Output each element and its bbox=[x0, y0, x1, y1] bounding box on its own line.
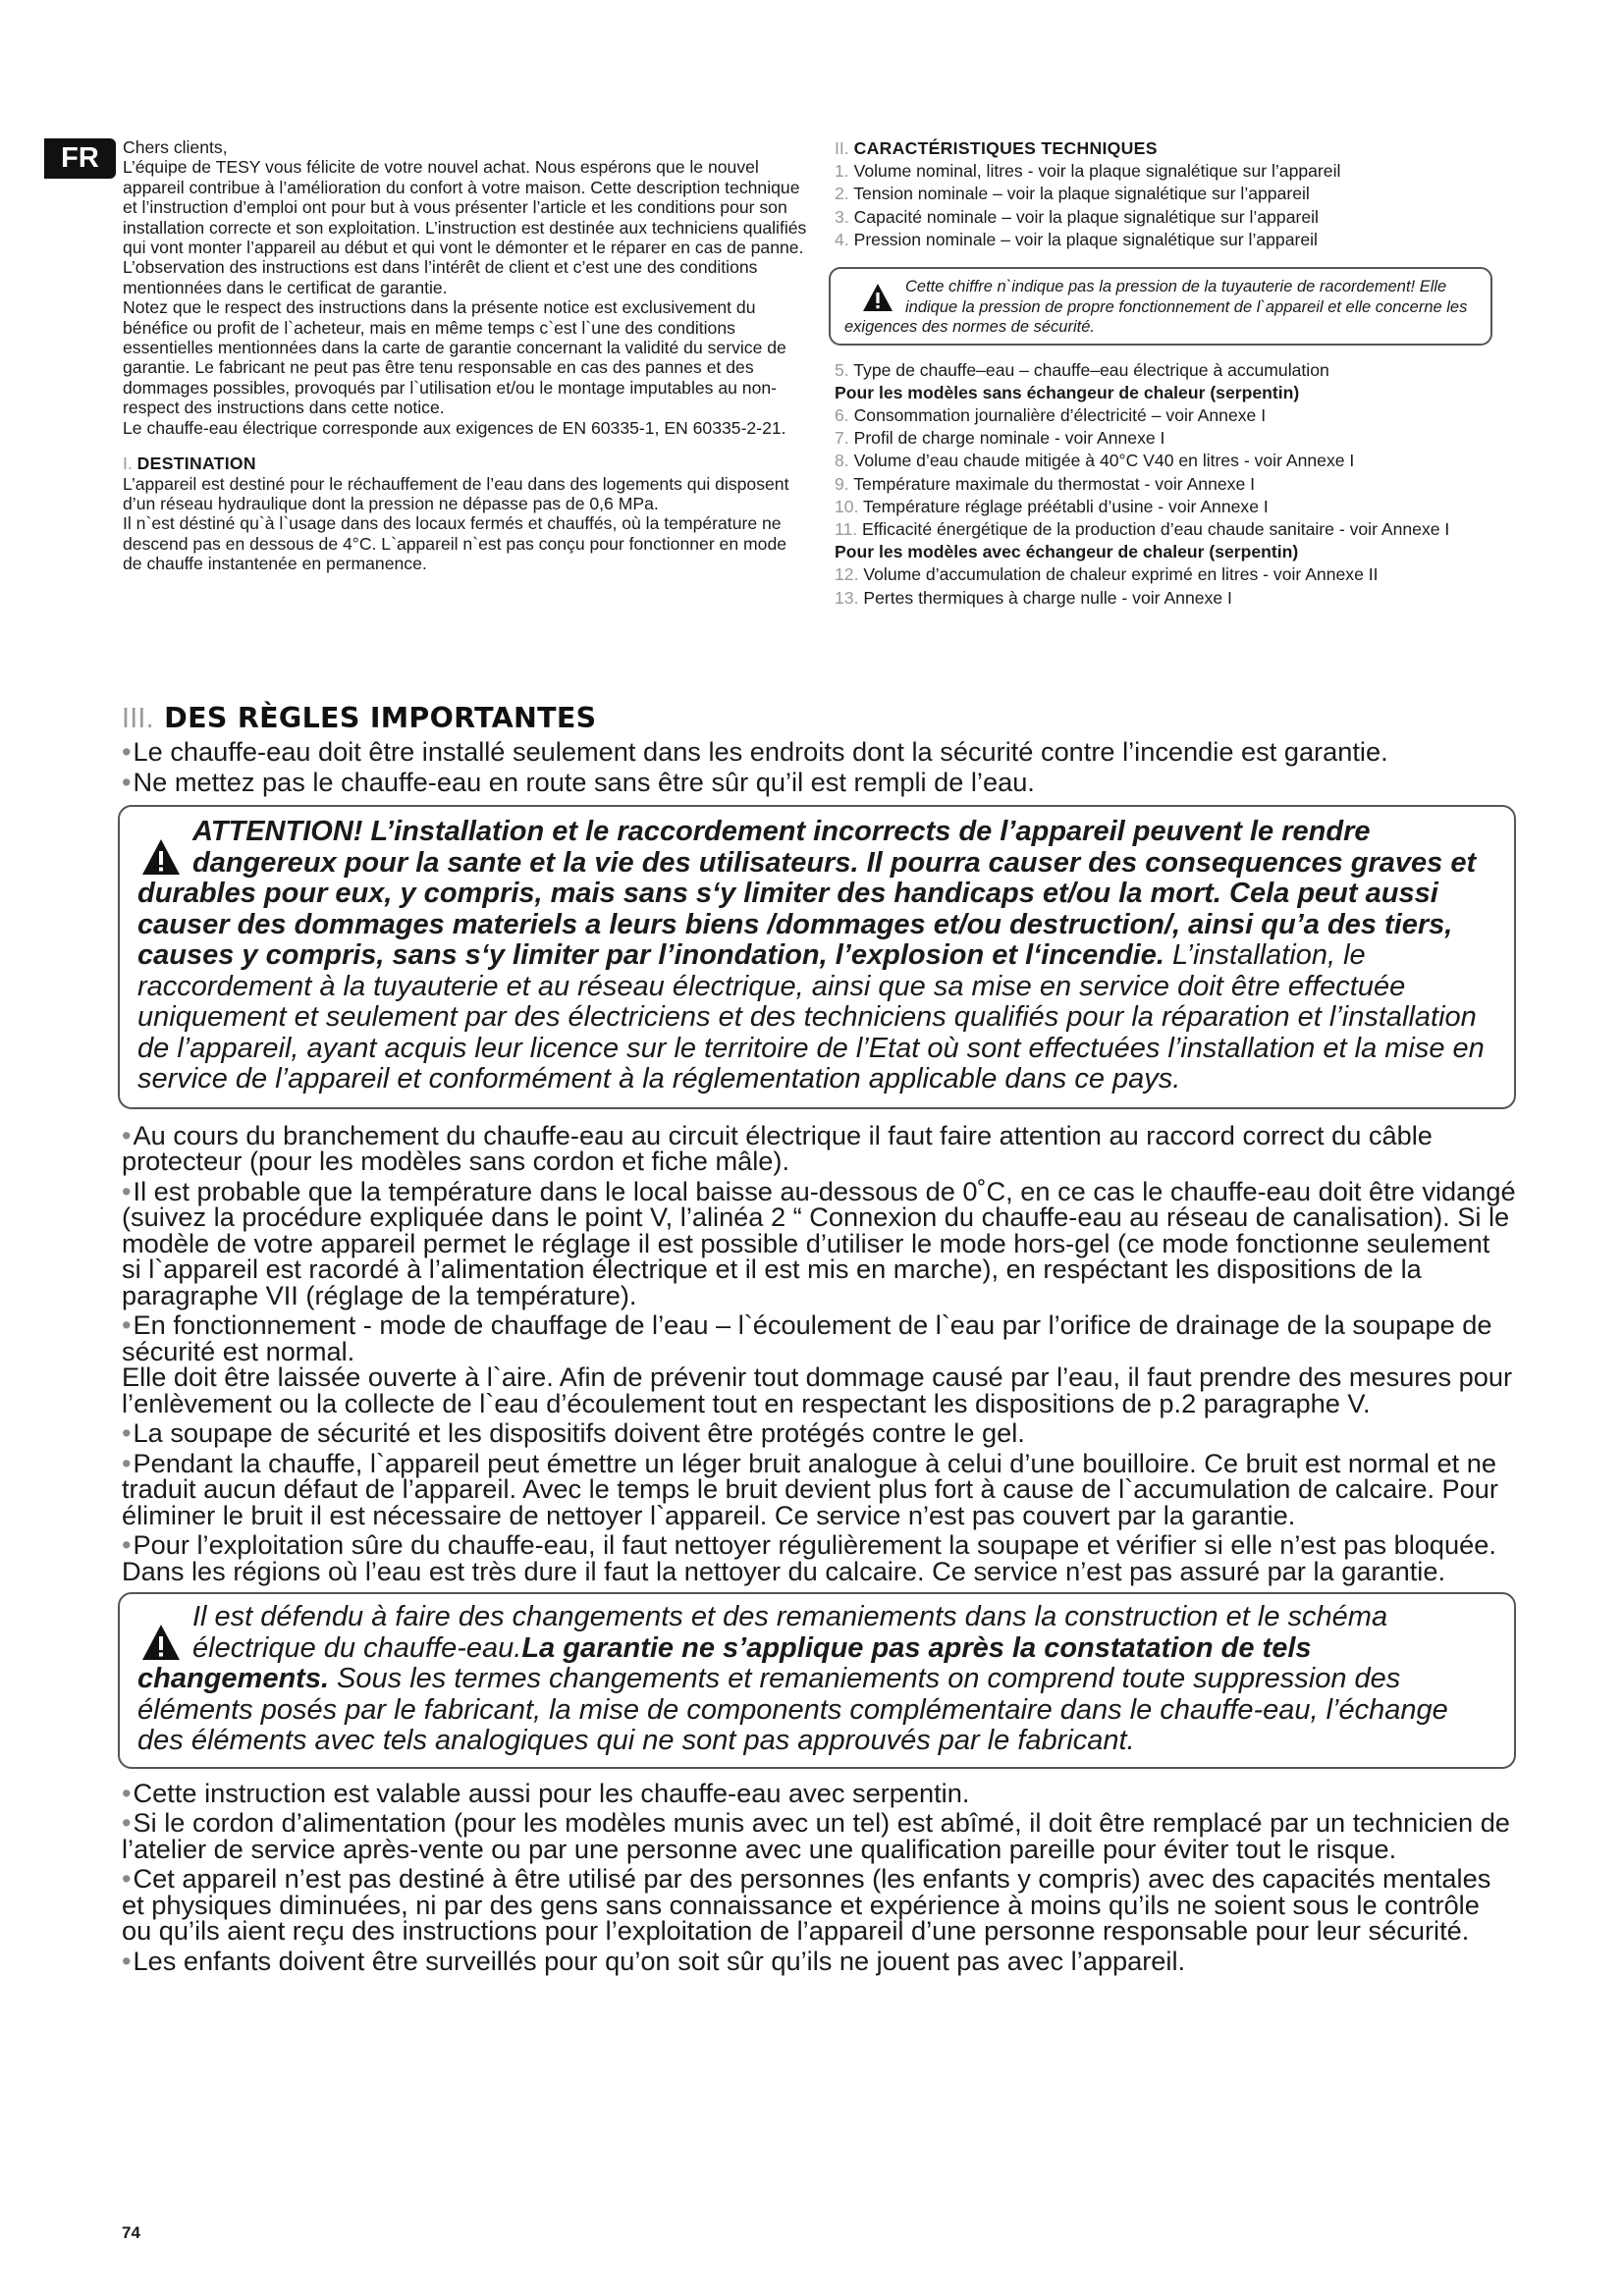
list-item: 12. Volume d’accumulation de chaleur exprimé en litres - voir Annexe II bbox=[835, 564, 1379, 585]
destination-paragraph-2: Il n`est déstiné qu`à l`usage dans des locaux fermés et chauffés, où la température ne descend pas en dessous de 4°C. L`appareil n`est pas conçu pour fonctionner en mode de chauffe instantenée en permanence. bbox=[123, 513, 787, 574]
right-column bbox=[835, 137, 1492, 610]
modification-text-a: Il est défendu à faire des changements et des remaniements dans la construction et le schéma électrique du chauffe-eau. bbox=[192, 1601, 1388, 1664]
warning-icon bbox=[862, 283, 893, 312]
list-item: 9. Température maximale du thermostat - voir Annexe I bbox=[835, 473, 1256, 494]
attention-box bbox=[118, 805, 1516, 1109]
list-item: 13. Pertes thermiques à charge nulle - voir Annexe I bbox=[835, 587, 1232, 608]
section-title: DESTINATION bbox=[136, 454, 256, 474]
rule-7: • Pendant la chauffe, l`appareil peut émettre un léger bruit analogue à celui d’une bouilloire. Ce bruit est normal et ne traduit aucun défaut de l’appareil. Avec le temps le bruit devient plus fort à cause de l`accumulation de calcaire. Pour éliminer le bruit il est nécessaire de nettoyer l`appareil. Ce service n’est pas couvert par la garantie. bbox=[122, 1451, 1516, 1529]
list-item: 11. Efficacité énergétique de la production d’eau chaude sanitaire - voir Annexe I bbox=[835, 518, 1450, 539]
intro-paragraph-2: L’observation des instructions est dans l’intérêt de client et c’est une des conditions mentionnées dans le certificat de garantie. bbox=[123, 257, 758, 297]
specs-list-b bbox=[835, 404, 1492, 541]
rule-5: • En fonctionnement - mode de chauffage de l’eau – l`écoulement de l`eau par l’orifice de drainage de la soupape de sécurité est normal. bbox=[122, 1312, 1516, 1364]
list-item: 8. Volume d’eau chaude mitigée à 40°C V40 en litres - voir Annexe I bbox=[835, 451, 1355, 471]
modification-text-c: Sous les termes changements et remaniements on comprend toute suppression des éléments posés par le fabricant, la mise de components complémentaire dans le chauffe-eau, l’échange des éléments avec tels analogiques qui ne sont pas approuvés par le fabricant. bbox=[137, 1663, 1448, 1756]
heading-with-exchanger: Pour les modèles avec échangeur de chaleur (serpentin) bbox=[835, 542, 1299, 562]
list-item: 7. Profil de charge nominale - voir Annexe I bbox=[835, 428, 1165, 449]
language-badge: FR bbox=[44, 138, 116, 179]
rule-10: • Si le cordon d’alimentation (pour les modèles munis avec un tel) est abîmé, il doit être remplacé par un technicien de l’atelier de service après-vente ou par une personne avec une qualification pareille pour éviter tout le risque. bbox=[122, 1810, 1516, 1862]
greeting: Chers clients, bbox=[123, 137, 228, 157]
list-item: 5. Type de chauffe–eau – chauffe–eau électrique à accumulation bbox=[835, 359, 1329, 380]
rule-6: • La soupape de sécurité et les dispositifs doivent être protégés contre le gel. bbox=[122, 1420, 1516, 1447]
destination-heading bbox=[123, 454, 810, 473]
specs-heading bbox=[835, 137, 1492, 160]
pressure-note-text: Cette chiffre n`indique pas la pression de la tuyauterie de racordement! Elle indique la pression de propre fonctionnement de l`appareil et elle concerne les exigences des normes de sécurité. bbox=[844, 278, 1468, 337]
rule-11: • Cet appareil n’est pas destiné à être utilisé par des personnes (les enfants y compris) avec des capacités mentales et physiques diminuées, ni par des gens sans connaissance et expérience à moins qu’ils ne soient sous le contrôle ou qu’ils aient reçu des instructions pour l’exploitation de l’appareil d’une personne responsable pour leur sécurité. bbox=[122, 1866, 1516, 1945]
destination-paragraph-1: L’appareil est destiné pour le réchauffement de l’eau dans des logements qui disposent d’un réseau hydraulique dont la pression ne dépasse pas de 0,6 MPa. bbox=[123, 473, 789, 513]
rule-1: • Le chauffe-eau doit être installé seulement dans les endroits dont la sécurité contre l’incendie est garantie. bbox=[122, 739, 1516, 766]
attention-normal-text: L’installation, le raccordement à la tuyauterie et au réseau électrique, ainsi que sa mise en service doit être effectuée uniquement et seulement par des électriciens et des techniciens qualifiés pour la réparation et l’installation de l’appareil, ayant acquis leur licence sur le territoire de l’Etat où sont effectuées l’installation et la mise en service de l’appareil et conformément à la réglementation applicable dans ce pays. bbox=[137, 939, 1485, 1095]
modification-warning-box bbox=[118, 1592, 1516, 1769]
pressure-note-box bbox=[829, 267, 1492, 346]
rule-4: • Il est probable que la température dans le local baisse au-dessous de 0˚C, en ce cas le chauffe-eau doit être vidangé (suivez la procédure expliquée dans le point V, l’alinéa 2 “ Connexion du chauffe-eau au réseau de canalisation). Si le modèle de votre appareil permet le réglage il est possible d’utiliser le mode hors-gel (ce mode fonctionne seulement si l`appareil est racordé à l’alimentation électrique et il est mis en marche), en respéctant les dispositions de la paragraphe VII (réglage de la température). bbox=[122, 1179, 1516, 1309]
list-item: 6. Consommation journalière d’électricité – voir Annexe I bbox=[835, 404, 1267, 425]
rule-2: • Ne mettez pas le chauffe-eau en route sans être sûr qu’il est rempli de l’eau. bbox=[122, 770, 1516, 796]
specs-list-a bbox=[835, 160, 1492, 251]
rule-3: • Au cours du branchement du chauffe-eau au circuit électrique il faut faire attention au raccord correct du câble protecteur (pour les modèles sans cordon et fiche mâle). bbox=[122, 1123, 1516, 1175]
list-item: 2. Tension nominale – voir la plaque signalétique sur l’appareil bbox=[835, 184, 1310, 204]
rule-8: • Pour l’exploitation sûre du chauffe-eau, il faut nettoyer régulièrement la soupape et vérifier si elle n’est pas bloquée. Dans les régions où l’eau est très dure il faut la nettoyer du calcaire. Ce service n’est pas assuré par la garantie. bbox=[122, 1532, 1516, 1584]
specs-list-c bbox=[835, 563, 1492, 609]
heading-without-exchanger: Pour les modèles sans échangeur de chaleur (serpentin) bbox=[835, 382, 1300, 402]
rules-heading bbox=[122, 702, 1516, 735]
intro-paragraph-1: L’équipe de TESY vous félicite de votre nouvel achat. Nous espérons que le nouvel appareil contribue à l’amélioration du confort à votre maison. Cette description technique et l’instruction d’emploi ont pour but à vous présenter l’article et les conditions pour son installation correcte et son exploitation. L’instruction est destinée aux techniciens qualifiés qui vont monter l’appareil au début et qui vont le démonter et le réparer en cas de panne. bbox=[123, 157, 807, 258]
left-column bbox=[123, 137, 810, 574]
section-title: DES RÈGLES IMPORTANTES bbox=[164, 702, 597, 734]
rule-12: • Les enfants doivent être surveillés pour qu’on soit sûr qu’ils ne jouent pas avec l’appareil. bbox=[122, 1949, 1516, 1975]
modification-text-b: La garantie ne s’applique pas après la constatation de tels changements. bbox=[137, 1631, 1312, 1694]
list-item: 10. Température réglage préétabli d’usine - voir Annexe I bbox=[835, 496, 1269, 516]
warning-icon bbox=[141, 1624, 181, 1661]
rule-9: • Cette instruction est valable aussi pour les chauffe-eau avec serpentin. bbox=[122, 1781, 1516, 1807]
important-rules-section bbox=[122, 702, 1516, 1978]
intro-paragraph-3: Notez que le respect des instructions dans la présente notice est exclusivement du bénéfice ou profit de l`acheteur, mais en même temps c`est l`une des conditions essentielles mentionnées dans la carte de garantie concernant la validité du service de garantie. Le fabricant ne peut pas être tenu responsable en cas des pannes et des dommages possibles, provoqués par l`utilisation et/ou le montage imputables au non-respect des instructions dans cette notice. bbox=[123, 297, 786, 418]
rule-5-continued: Elle doit être laissée ouverte à l`aire. Afin de prévenir tout dommage causé par l’eau, il faut prendre des mesures pour l’enlèvement ou la collecte de l`eau d’écoulement tout en respectant les dispositions de p.2 paragraphe V. bbox=[122, 1362, 1513, 1418]
attention-bold-text: ATTENTION! L’installation et le raccordement incorrects de l’appareil peuvent le rendre dangereux pour la sante et la vie des utilisateurs. Il pourra causer des consequences graves et durables pour eux, y compris, mais sans s‘y limiter des handicaps et/ou la mort. Cela peut aussi causer des dommages materiels a leurs biens /dommages et/ou destruction/, ainsi qu’a des tiers, causes y compris, sans s‘y limiter par l’inondation, l’explosion et l‘incendie. bbox=[137, 816, 1477, 971]
section-number: II. bbox=[835, 138, 849, 158]
list-item: 4. Pression nominale – voir la plaque signalétique sur l’appareil bbox=[835, 229, 1318, 249]
intro-paragraph-4: Le chauffe-eau électrique corresponde aux exigences de EN 60335-1, EN 60335-2-21. bbox=[123, 417, 786, 438]
page-number: 74 bbox=[122, 2223, 140, 2242]
warning-icon bbox=[141, 838, 181, 876]
section-number: I. bbox=[123, 454, 133, 474]
list-item: 1. Volume nominal, litres - voir la plaque signalétique sur l’appareil bbox=[835, 161, 1341, 182]
section-number: III. bbox=[122, 703, 154, 734]
section-title: CARACTÉRISTIQUES TECHNIQUES bbox=[853, 138, 1158, 158]
specs-list-5 bbox=[835, 359, 1492, 382]
list-item: 3. Capacité nominale – voir la plaque signalétique sur l’appareil bbox=[835, 206, 1319, 227]
